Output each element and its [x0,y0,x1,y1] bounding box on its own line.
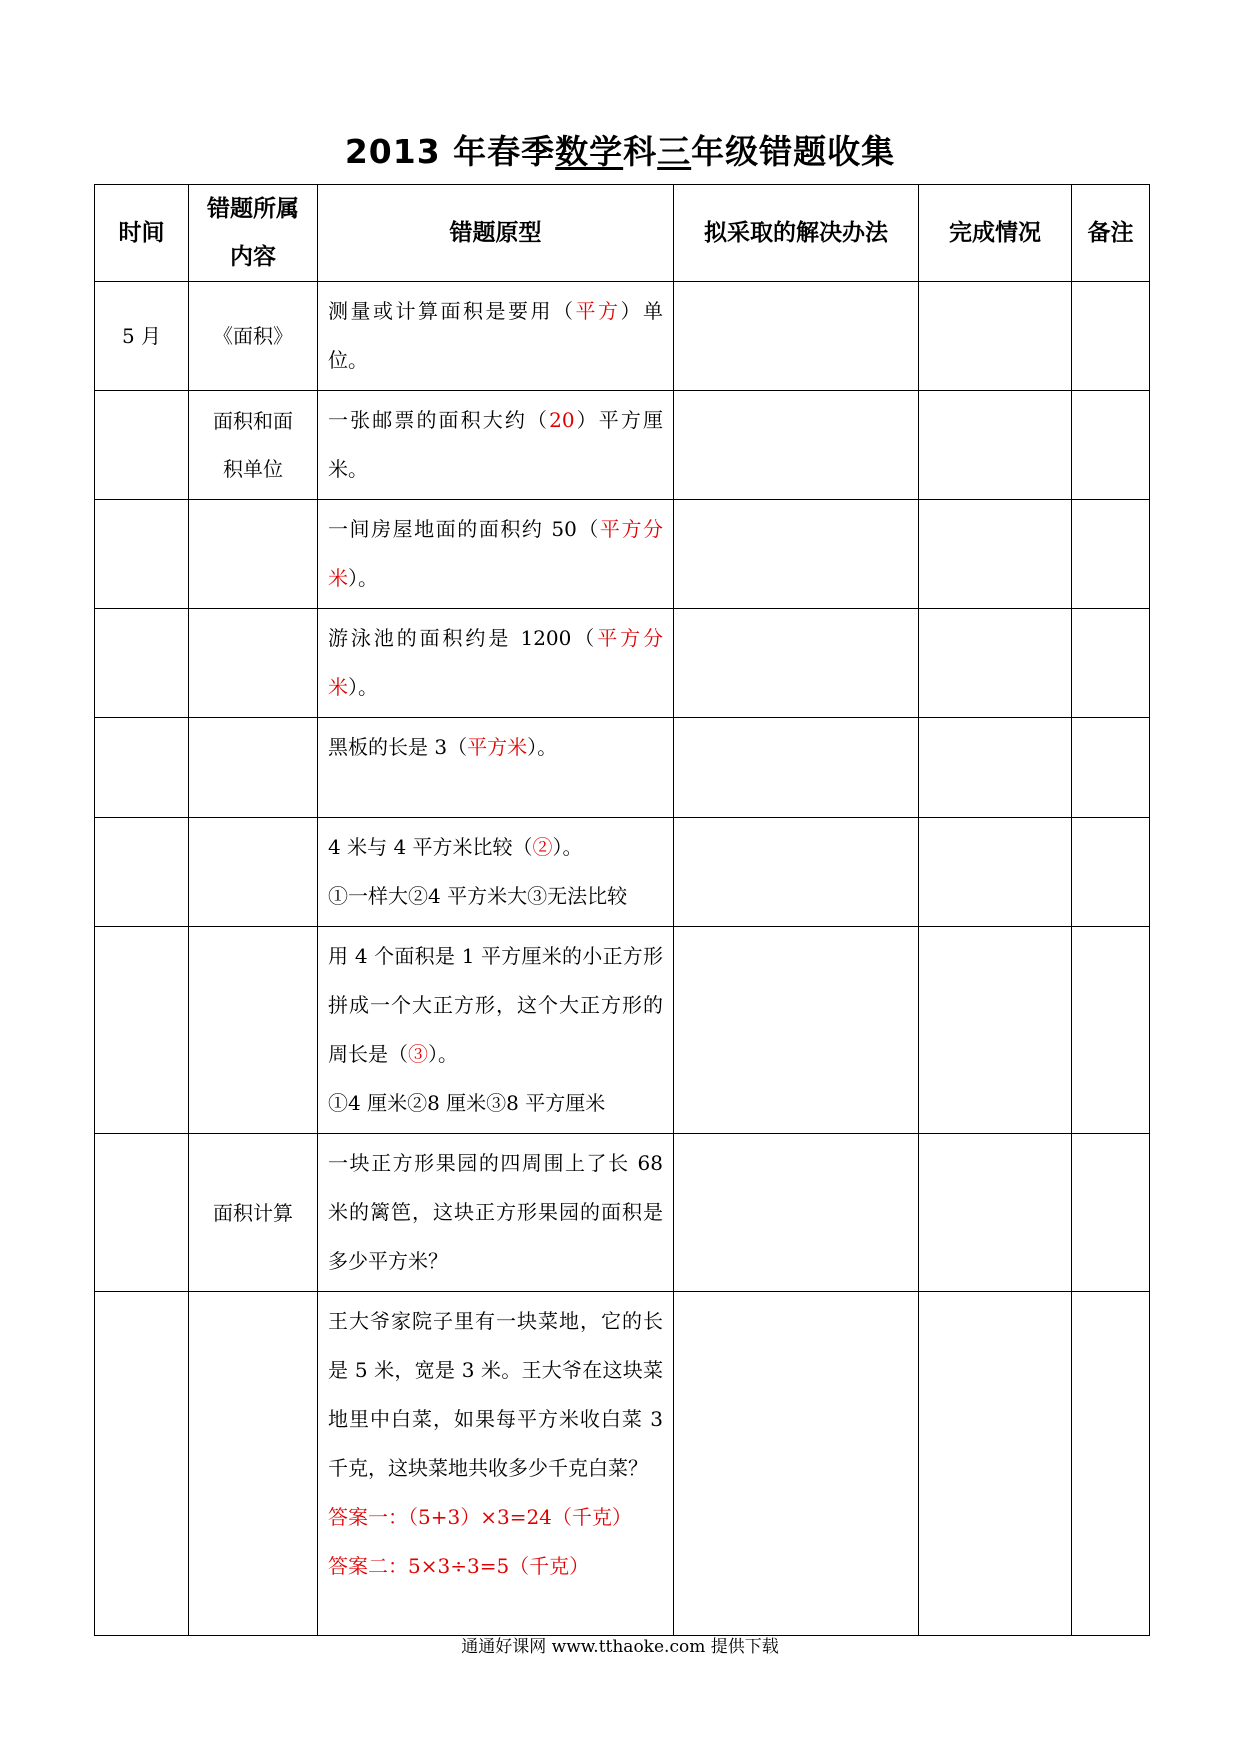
table-row [95,609,1150,718]
question-cell: 4 米与 4 平方米比较（②）。 ①一样大②4 平方米大③无法比较 [318,818,674,927]
completion-cell[interactable] [919,282,1072,391]
content-cell [189,609,318,718]
completion-cell[interactable] [919,718,1072,818]
completion-cell[interactable] [919,927,1072,1134]
table-row [95,718,1150,818]
remarks-cell[interactable] [1072,609,1150,718]
table-row [95,500,1150,609]
time-cell [95,927,189,1134]
time-cell [95,718,189,818]
remarks-cell[interactable] [1072,1292,1150,1636]
content-cell: 《面积》 [189,282,318,391]
table-row [95,818,1150,927]
title-grade: 三 [657,132,692,171]
question-cell: 游泳池的面积约是 1200（平方分米）。 [318,609,674,718]
remarks-cell[interactable] [1072,818,1150,927]
question-cell: 黑板的长是 3（平方米）。 [318,718,674,818]
solution-cell[interactable] [674,1292,919,1636]
content-cell [189,500,318,609]
solution-cell[interactable] [674,391,919,500]
solution-cell[interactable] [674,1134,919,1292]
completion-cell[interactable] [919,391,1072,500]
time-cell [95,609,189,718]
header-content: 错题所属 内容 [189,185,318,282]
time-cell [95,818,189,927]
remarks-cell[interactable] [1072,927,1150,1134]
solution-cell[interactable] [674,609,919,718]
header-prototype: 错题原型 [318,185,674,282]
title-subject: 数学 [555,132,624,171]
time-cell [95,391,189,500]
title-ke: 科 [623,132,658,171]
title-rest: 年级错题收集 [691,132,896,171]
completion-cell[interactable] [919,1134,1072,1292]
question-cell: 测量或计算面积是要用（平方）单位。 [318,282,674,391]
question-cell: 王大爷家院子里有一块菜地，它的长是 5 米，宽是 3 米。王大爷在这块菜地里中白菜，如果每平方米收白菜 3 千克，这块菜地共收多少千克白菜？ 答案一：（5+3）×3=24（千克） 答案二：5×3÷3=5（千克） [318,1292,674,1636]
solution-cell[interactable] [674,718,919,818]
header-time: 时间 [95,185,189,282]
remarks-cell[interactable] [1072,500,1150,609]
remarks-cell[interactable] [1072,718,1150,818]
title-year: 2013 年春季 [344,132,556,171]
table-row [95,927,1150,1134]
completion-cell[interactable] [919,500,1072,609]
content-cell [189,927,318,1134]
error-collection-table [94,184,1150,1636]
header-solution: 拟采取的解决办法 [674,185,919,282]
header-completion: 完成情况 [919,185,1072,282]
time-cell: 5 月 [95,282,189,391]
completion-cell[interactable] [919,818,1072,927]
content-cell [189,1292,318,1636]
content-cell [189,818,318,927]
table-row [95,391,1150,500]
remarks-cell[interactable] [1072,391,1150,500]
completion-cell[interactable] [919,609,1072,718]
table-row [95,1292,1150,1636]
question-cell: 用 4 个面积是 1 平方厘米的小正方形拼成一个大正方形，这个大正方形的周长是（③）。 ①4 厘米②8 厘米③8 平方厘米 [318,927,674,1134]
answer-one: 答案一：（5+3）×3=24（千克） [328,1505,632,1529]
content-cell: 面积计算 [189,1134,318,1292]
time-cell [95,1292,189,1636]
question-cell: 一间房屋地面的面积约 50（平方分米）。 [318,500,674,609]
question-cell: 一张邮票的面积大约（20）平方厘米。 [318,391,674,500]
table-row [95,282,1150,391]
solution-cell[interactable] [674,282,919,391]
header-row [95,185,1150,282]
page-title [0,126,1240,173]
table-row [95,1134,1150,1292]
remarks-cell[interactable] [1072,282,1150,391]
completion-cell[interactable] [919,1292,1072,1636]
question-cell: 一块正方形果园的四周围上了长 68 米的篱笆，这块正方形果园的面积是多少平方米？ [318,1134,674,1292]
solution-cell[interactable] [674,818,919,927]
time-cell [95,500,189,609]
answer-two: 答案二：5×3÷3=5（千克） [328,1554,590,1578]
content-cell: 面积和面 积单位 [189,391,318,500]
solution-cell[interactable] [674,927,919,1134]
remarks-cell[interactable] [1072,1134,1150,1292]
solution-cell[interactable] [674,500,919,609]
content-cell [189,718,318,818]
footer-source: 通通好课网 www.tthaoke.com 提供下载 [461,1637,779,1657]
header-remarks: 备注 [1072,185,1150,282]
time-cell [95,1134,189,1292]
